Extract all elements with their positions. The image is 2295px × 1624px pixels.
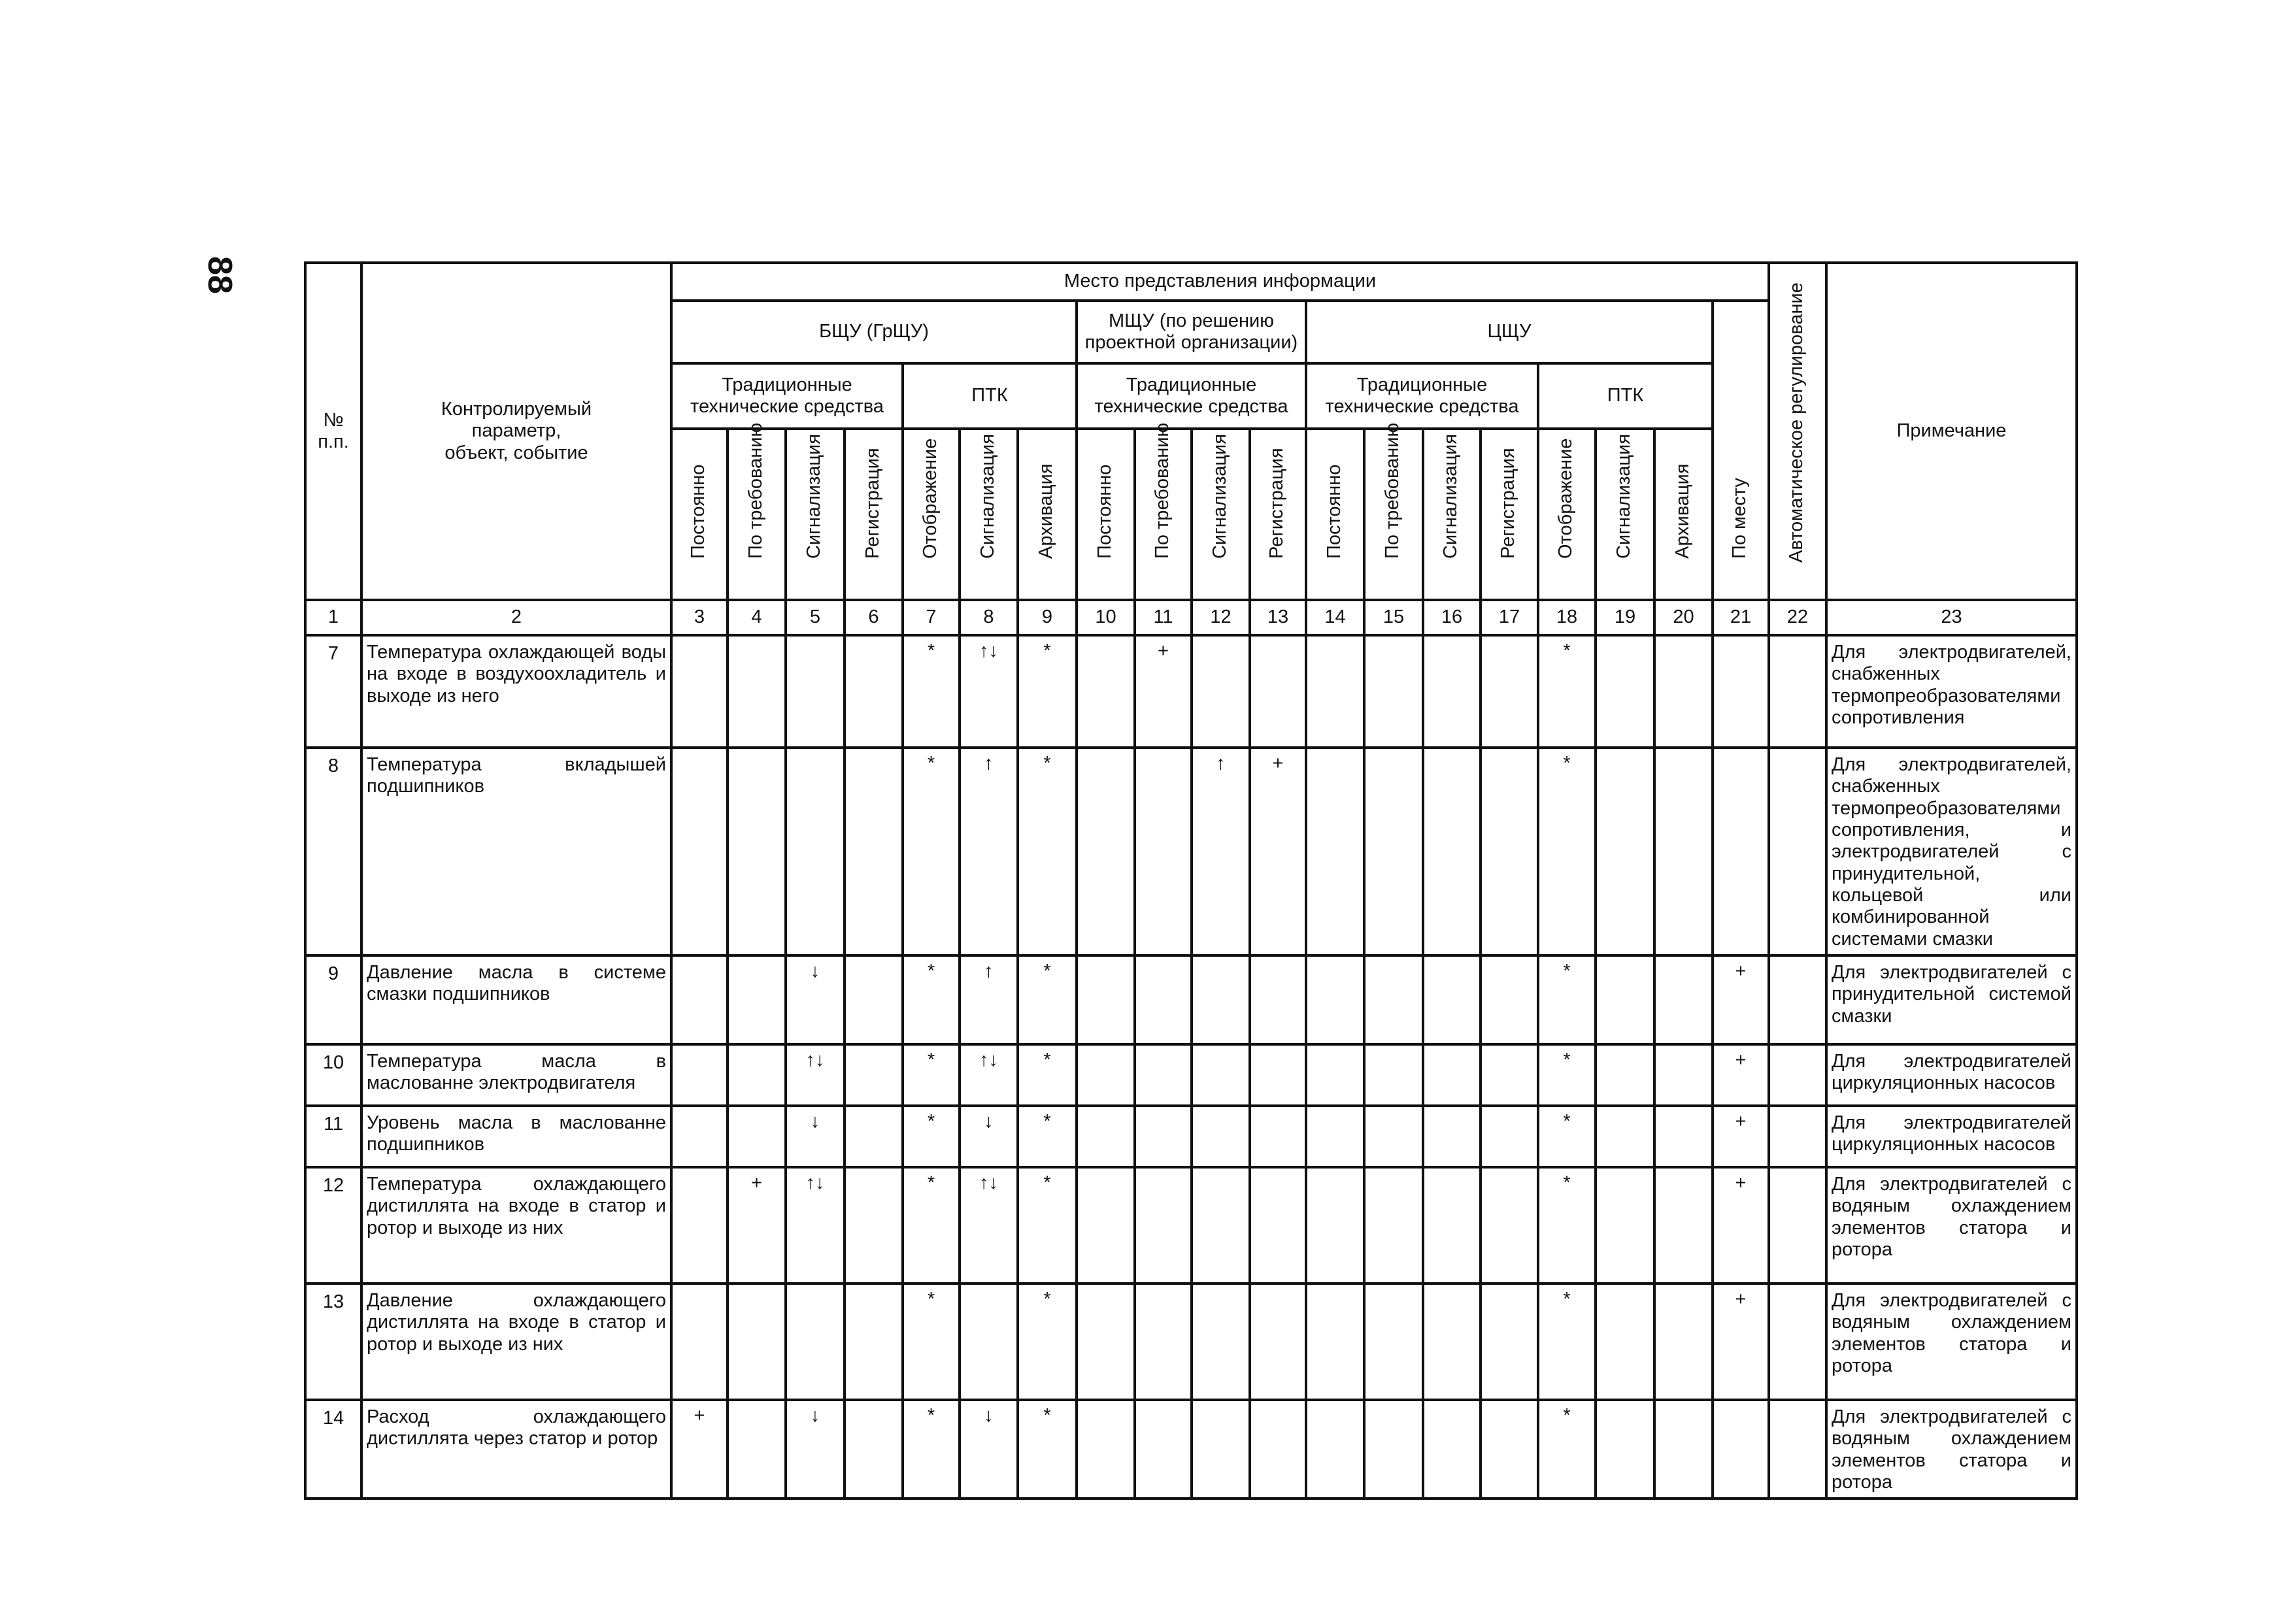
row-mark-col-10 xyxy=(1077,955,1135,1044)
row-mark-col-16 xyxy=(1423,955,1481,1044)
row-mark-col-15 xyxy=(1364,1044,1423,1106)
column-number: 13 xyxy=(1250,600,1306,635)
row-number: 11 xyxy=(305,1106,361,1167)
header-place: Место представления информации xyxy=(671,263,1769,301)
header-sub-text: Постоянно xyxy=(688,464,709,559)
row-mark-col-7: * xyxy=(903,635,960,748)
row-mark-col-19 xyxy=(1596,1167,1654,1284)
row-mark-col-10 xyxy=(1077,1044,1135,1106)
column-number: 19 xyxy=(1596,600,1654,635)
header-sub-3 xyxy=(671,429,728,600)
table-row xyxy=(305,1106,2077,1167)
row-mark-col-15 xyxy=(1364,1400,1423,1499)
row-mark-col-22 xyxy=(1769,635,1826,748)
row-mark-col-5: ↑↓ xyxy=(786,1167,845,1284)
row-mark-col-16 xyxy=(1423,1400,1481,1499)
row-mark-col-5: ↓ xyxy=(786,955,845,1044)
row-mark-col-3 xyxy=(671,1044,728,1106)
row-mark-col-22 xyxy=(1769,1106,1826,1167)
row-mark-col-10 xyxy=(1077,1167,1135,1284)
row-mark-col-3 xyxy=(671,955,728,1044)
row-mark-col-22 xyxy=(1769,1167,1826,1284)
row-mark-col-11 xyxy=(1135,1167,1192,1284)
row-note: Для электродвигателей циркуляционных насосов xyxy=(1826,1044,2077,1106)
header-note: Примечание xyxy=(1826,263,2077,600)
row-mark-col-17 xyxy=(1481,635,1538,748)
header-sub-15 xyxy=(1364,422,1423,600)
row-mark-col-18: * xyxy=(1538,1400,1596,1499)
header-sub-17 xyxy=(1481,429,1538,600)
row-number: 14 xyxy=(305,1400,361,1499)
header-sub-text: Сигнализация xyxy=(1209,433,1230,559)
row-mark-col-13 xyxy=(1250,1284,1306,1400)
header-bschu-ptk: ПТК xyxy=(903,363,1077,429)
row-mark-col-21 xyxy=(1713,748,1769,955)
row-note: Для электродвигателей с водяным охлаждением элементов статора и ротора xyxy=(1826,1284,2077,1400)
row-mark-col-12 xyxy=(1192,1284,1250,1400)
row-mark-col-16 xyxy=(1423,1284,1481,1400)
row-mark-col-12 xyxy=(1192,955,1250,1044)
row-mark-col-18: * xyxy=(1538,1284,1596,1400)
column-number: 6 xyxy=(845,600,903,635)
row-mark-col-10 xyxy=(1077,1284,1135,1400)
header-sub-text: По требованию xyxy=(1382,422,1403,559)
row-note: Для электродвигателей, снабженных термопреобразователями сопротивления xyxy=(1826,635,2077,748)
row-mark-col-16 xyxy=(1423,1106,1481,1167)
row-mark-col-17 xyxy=(1481,955,1538,1044)
header-sub-14 xyxy=(1306,429,1364,600)
row-mark-col-7: * xyxy=(903,955,960,1044)
row-number: 7 xyxy=(305,635,361,748)
row-mark-col-22 xyxy=(1769,748,1826,955)
row-mark-col-16 xyxy=(1423,635,1481,748)
row-mark-col-4 xyxy=(728,1106,786,1167)
header-bschu-traditional-text: Традиционные технические средства xyxy=(690,374,884,417)
row-mark-col-5 xyxy=(786,748,845,955)
header-sub-20 xyxy=(1654,429,1713,600)
row-mark-col-13 xyxy=(1250,1106,1306,1167)
row-mark-col-8: ↓ xyxy=(960,1400,1018,1499)
column-number: 14 xyxy=(1306,600,1364,635)
row-mark-col-8: ↑↓ xyxy=(960,1044,1018,1106)
row-mark-col-4 xyxy=(728,748,786,955)
row-mark-col-20 xyxy=(1654,955,1713,1044)
header-sub-16 xyxy=(1423,429,1481,600)
row-mark-col-9: * xyxy=(1018,1044,1077,1106)
row-mark-col-15 xyxy=(1364,955,1423,1044)
row-mark-col-12 xyxy=(1192,1106,1250,1167)
row-mark-col-5: ↑↓ xyxy=(786,1044,845,1106)
row-mark-col-6 xyxy=(845,1106,903,1167)
table-row xyxy=(305,955,2077,1044)
row-mark-col-16 xyxy=(1423,1167,1481,1284)
row-mark-col-19 xyxy=(1596,1044,1654,1106)
header-bschu-traditional xyxy=(671,363,903,429)
column-number: 8 xyxy=(960,600,1018,635)
row-mark-col-14 xyxy=(1306,955,1364,1044)
header-sub-7 xyxy=(903,429,960,600)
row-mark-col-20 xyxy=(1654,1044,1713,1106)
header-cschu: ЦЩУ xyxy=(1306,301,1713,363)
row-mark-col-3 xyxy=(671,1106,728,1167)
row-mark-col-17 xyxy=(1481,1106,1538,1167)
row-mark-col-19 xyxy=(1596,1284,1654,1400)
header-mschu-traditional xyxy=(1077,363,1306,429)
header-number-text: № п.п. xyxy=(318,409,349,452)
row-mark-col-20 xyxy=(1654,1400,1713,1499)
header-sub-text: Регистрация xyxy=(1498,448,1518,559)
row-mark-col-6 xyxy=(845,1284,903,1400)
row-note: Для электродвигателей с водяным охлаждением элементов статора и ротора xyxy=(1826,1167,2077,1284)
row-mark-col-5 xyxy=(786,1284,845,1400)
row-mark-col-19 xyxy=(1596,1106,1654,1167)
row-mark-col-7: * xyxy=(903,1284,960,1400)
table-row xyxy=(305,1400,2077,1499)
header-sub-8 xyxy=(960,429,1018,600)
header-sub-text: Отображение xyxy=(919,438,941,559)
row-mark-col-7: * xyxy=(903,1106,960,1167)
header-sub-18 xyxy=(1538,429,1596,600)
row-mark-col-21: + xyxy=(1713,1044,1769,1106)
row-mark-col-14 xyxy=(1306,1106,1364,1167)
header-auto-regulation-text: Автоматическое регулирование xyxy=(1786,282,1807,563)
row-mark-col-6 xyxy=(845,1044,903,1106)
header-auto-regulation xyxy=(1769,263,1826,600)
column-number: 11 xyxy=(1135,600,1192,635)
row-mark-col-17 xyxy=(1481,1284,1538,1400)
row-mark-col-11 xyxy=(1135,1106,1192,1167)
row-mark-col-4 xyxy=(728,1284,786,1400)
row-mark-col-8: ↑↓ xyxy=(960,1167,1018,1284)
row-parameter: Уровень масла в маслованне подшипников xyxy=(361,1106,671,1167)
column-number: 5 xyxy=(786,600,845,635)
row-mark-col-9: * xyxy=(1018,1400,1077,1499)
row-mark-col-19 xyxy=(1596,1400,1654,1499)
row-mark-col-12 xyxy=(1192,635,1250,748)
header-sub-text: Регистрация xyxy=(862,448,883,559)
row-mark-col-15 xyxy=(1364,1106,1423,1167)
row-mark-col-10 xyxy=(1077,748,1135,955)
header-number xyxy=(305,263,361,600)
row-number: 12 xyxy=(305,1167,361,1284)
row-mark-col-14 xyxy=(1306,1284,1364,1400)
header-sub-13 xyxy=(1250,429,1306,600)
row-mark-col-13 xyxy=(1250,635,1306,748)
row-mark-col-11 xyxy=(1135,1044,1192,1106)
row-mark-col-20 xyxy=(1654,748,1713,955)
row-mark-col-18: * xyxy=(1538,1106,1596,1167)
row-mark-col-13: + xyxy=(1250,748,1306,955)
row-parameter: Температура охлаждающей воды на входе в воздухоохладитель и выходе из него xyxy=(361,635,671,748)
row-mark-col-5 xyxy=(786,635,845,748)
row-mark-col-4 xyxy=(728,1044,786,1106)
table-row xyxy=(305,1284,2077,1400)
row-mark-col-15 xyxy=(1364,1167,1423,1284)
row-mark-col-7: * xyxy=(903,1044,960,1106)
row-note: Для электродвигателей с водяным охлаждением элементов статора и ротора xyxy=(1826,1400,2077,1499)
row-mark-col-8: ↑ xyxy=(960,748,1018,955)
row-mark-col-6 xyxy=(845,955,903,1044)
row-mark-col-12 xyxy=(1192,1167,1250,1284)
row-mark-col-13 xyxy=(1250,955,1306,1044)
row-mark-col-15 xyxy=(1364,1284,1423,1400)
row-mark-col-20 xyxy=(1654,1106,1713,1167)
row-mark-col-21: + xyxy=(1713,1284,1769,1400)
column-number: 4 xyxy=(728,600,786,635)
column-number: 15 xyxy=(1364,600,1423,635)
header-sub-text: Сигнализация xyxy=(1440,433,1461,559)
row-mark-col-7: * xyxy=(903,1400,960,1499)
row-mark-col-9: * xyxy=(1018,1284,1077,1400)
row-mark-col-6 xyxy=(845,635,903,748)
header-sub-6 xyxy=(845,429,903,600)
row-mark-col-14 xyxy=(1306,1167,1364,1284)
header-sub-text: Отображение xyxy=(1555,438,1576,559)
row-mark-col-15 xyxy=(1364,748,1423,955)
row-mark-col-9: * xyxy=(1018,955,1077,1044)
header-sub-text: Архивация xyxy=(1671,463,1693,559)
row-mark-col-8: ↑↓ xyxy=(960,635,1018,748)
table-row xyxy=(305,635,2077,748)
row-parameter: Давление масла в системе смазки подшипников xyxy=(361,955,671,1044)
row-mark-col-7: * xyxy=(903,1167,960,1284)
column-number: 2 xyxy=(361,600,671,635)
row-parameter: Температура охлаждающего дистиллята на входе в статор и ротор и выходе из них xyxy=(361,1167,671,1284)
header-cschu-ptk: ПТК xyxy=(1538,363,1713,429)
row-parameter: Температура вкладышей подшипников xyxy=(361,748,671,955)
row-mark-col-16 xyxy=(1423,748,1481,955)
row-mark-col-4 xyxy=(728,1400,786,1499)
row-mark-col-21: + xyxy=(1713,1167,1769,1284)
column-number: 18 xyxy=(1538,600,1596,635)
row-mark-col-9: * xyxy=(1018,1167,1077,1284)
row-mark-col-14 xyxy=(1306,1400,1364,1499)
row-mark-col-17 xyxy=(1481,748,1538,955)
column-number: 7 xyxy=(903,600,960,635)
parameters-table xyxy=(304,261,2078,1500)
row-mark-col-21: + xyxy=(1713,1106,1769,1167)
column-number: 16 xyxy=(1423,600,1481,635)
header-sub-text: По требованию xyxy=(745,422,766,559)
row-mark-col-11 xyxy=(1135,1400,1192,1499)
column-number: 22 xyxy=(1769,600,1826,635)
row-mark-col-3: + xyxy=(671,1400,728,1499)
column-number: 23 xyxy=(1826,600,2077,635)
header-sub-text: Постоянно xyxy=(1323,464,1345,559)
header-sub-5 xyxy=(786,429,845,600)
row-mark-col-5: ↓ xyxy=(786,1106,845,1167)
row-parameter: Расход охлаждающего дистиллята через статор и ротор xyxy=(361,1400,671,1499)
row-mark-col-22 xyxy=(1769,1400,1826,1499)
row-mark-col-21 xyxy=(1713,1400,1769,1499)
row-number: 13 xyxy=(305,1284,361,1400)
row-mark-col-12 xyxy=(1192,1400,1250,1499)
column-number: 3 xyxy=(671,600,728,635)
row-note: Для электродвигателей с принудительной системой смазки xyxy=(1826,955,2077,1044)
header-local-text: По месту xyxy=(1729,477,1750,559)
row-mark-col-10 xyxy=(1077,1106,1135,1167)
header-mschu-text: МЩУ (по решению проектной организации) xyxy=(1084,310,1298,353)
row-number: 10 xyxy=(305,1044,361,1106)
row-mark-col-17 xyxy=(1481,1044,1538,1106)
column-number: 20 xyxy=(1654,600,1713,635)
row-note: Для электродвигателей циркуляционных насосов xyxy=(1826,1106,2077,1167)
row-mark-col-18: * xyxy=(1538,1167,1596,1284)
row-mark-col-5: ↓ xyxy=(786,1400,845,1499)
row-mark-col-13 xyxy=(1250,1400,1306,1499)
row-mark-col-17 xyxy=(1481,1400,1538,1499)
row-mark-col-13 xyxy=(1250,1044,1306,1106)
row-mark-col-8: ↑ xyxy=(960,955,1018,1044)
header-sub-text: По требованию xyxy=(1151,422,1173,559)
page-number: 88 xyxy=(201,256,239,294)
row-mark-col-20 xyxy=(1654,635,1713,748)
column-number: 10 xyxy=(1077,600,1135,635)
header-sub-4 xyxy=(728,422,786,600)
row-parameter: Температура масла в маслованне электродвигателя xyxy=(361,1044,671,1106)
header-sub-text: Регистрация xyxy=(1266,448,1287,559)
row-mark-col-3 xyxy=(671,748,728,955)
column-number: 1 xyxy=(305,600,361,635)
row-mark-col-7: * xyxy=(903,748,960,955)
header-parameter-text: Контролируемый параметр, объект, событие xyxy=(441,398,592,463)
table-row xyxy=(305,748,2077,955)
row-mark-col-18: * xyxy=(1538,1044,1596,1106)
row-mark-col-11: + xyxy=(1135,635,1192,748)
header-cschu-traditional xyxy=(1306,363,1538,429)
row-mark-col-6 xyxy=(845,1400,903,1499)
row-mark-col-22 xyxy=(1769,1284,1826,1400)
row-mark-col-12: ↑ xyxy=(1192,748,1250,955)
row-mark-col-17 xyxy=(1481,1167,1538,1284)
row-mark-col-10 xyxy=(1077,635,1135,748)
row-number: 9 xyxy=(305,955,361,1044)
row-mark-col-18: * xyxy=(1538,955,1596,1044)
row-mark-col-3 xyxy=(671,635,728,748)
row-mark-col-6 xyxy=(845,1167,903,1284)
header-sub-12 xyxy=(1192,429,1250,600)
row-mark-col-9: * xyxy=(1018,635,1077,748)
header-cschu-traditional-text: Традиционные технические средства xyxy=(1325,374,1519,417)
row-mark-col-10 xyxy=(1077,1400,1135,1499)
header-sub-9 xyxy=(1018,429,1077,600)
row-mark-col-20 xyxy=(1654,1284,1713,1400)
row-mark-col-18: * xyxy=(1538,635,1596,748)
row-mark-col-15 xyxy=(1364,635,1423,748)
row-mark-col-14 xyxy=(1306,1044,1364,1106)
row-mark-col-4 xyxy=(728,635,786,748)
row-number: 8 xyxy=(305,748,361,955)
header-local xyxy=(1713,301,1769,600)
row-mark-col-14 xyxy=(1306,748,1364,955)
row-mark-col-9: * xyxy=(1018,748,1077,955)
header-sub-text: Сигнализация xyxy=(803,433,824,559)
header-parameter xyxy=(361,263,671,600)
row-note: Для электродвигателей, снабженных термопреобразователями сопротивления, и электродвигателей с принудительной, кольцевой или комбинированной системами смазки xyxy=(1826,748,2077,955)
header-sub-text: Сигнализация xyxy=(1613,433,1634,559)
header-mschu xyxy=(1077,301,1306,363)
row-mark-col-8 xyxy=(960,1284,1018,1400)
row-mark-col-20 xyxy=(1654,1167,1713,1284)
row-mark-col-19 xyxy=(1596,635,1654,748)
column-number: 17 xyxy=(1481,600,1538,635)
column-number: 12 xyxy=(1192,600,1250,635)
column-number: 9 xyxy=(1018,600,1077,635)
header-bschu: БЩУ (ГрЩУ) xyxy=(671,301,1077,363)
row-mark-col-14 xyxy=(1306,635,1364,748)
row-mark-col-18: * xyxy=(1538,748,1596,955)
row-mark-col-19 xyxy=(1596,748,1654,955)
row-mark-col-3 xyxy=(671,1284,728,1400)
row-mark-col-21: + xyxy=(1713,955,1769,1044)
row-mark-col-8: ↓ xyxy=(960,1106,1018,1167)
row-parameter: Давление охлаждающего дистиллята на входе в статор и ротор и выходе из них xyxy=(361,1284,671,1400)
row-mark-col-13 xyxy=(1250,1167,1306,1284)
row-mark-col-22 xyxy=(1769,1044,1826,1106)
header-sub-19 xyxy=(1596,429,1654,600)
row-mark-col-4: + xyxy=(728,1167,786,1284)
row-mark-col-4 xyxy=(728,955,786,1044)
header-sub-text: Сигнализация xyxy=(977,433,998,559)
header-sub-11 xyxy=(1135,422,1192,600)
header-sub-text: Архивация xyxy=(1035,463,1056,559)
row-mark-col-9: * xyxy=(1018,1106,1077,1167)
row-mark-col-21 xyxy=(1713,635,1769,748)
row-mark-col-11 xyxy=(1135,955,1192,1044)
row-mark-col-16 xyxy=(1423,1044,1481,1106)
row-mark-col-11 xyxy=(1135,1284,1192,1400)
column-number: 21 xyxy=(1713,600,1769,635)
row-mark-col-3 xyxy=(671,1167,728,1284)
row-mark-col-12 xyxy=(1192,1044,1250,1106)
row-mark-col-11 xyxy=(1135,748,1192,955)
header-sub-10 xyxy=(1077,429,1135,600)
header-sub-text: Постоянно xyxy=(1094,464,1115,559)
header-mschu-traditional-text: Традиционные технические средства xyxy=(1094,374,1288,417)
row-mark-col-22 xyxy=(1769,955,1826,1044)
table-row xyxy=(305,1044,2077,1106)
row-mark-col-19 xyxy=(1596,955,1654,1044)
row-mark-col-6 xyxy=(845,748,903,955)
table-row xyxy=(305,1167,2077,1284)
